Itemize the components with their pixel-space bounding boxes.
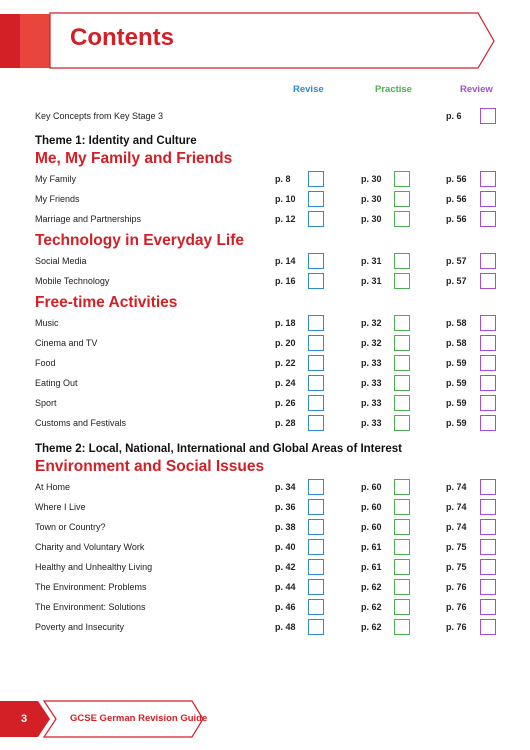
row-label: At Home [35,482,71,492]
practise-checkbox[interactable] [394,619,410,635]
contents-row [0,518,530,538]
contents-row [0,170,530,190]
section-heading: Me, My Family and Friends [35,150,233,167]
revise-checkbox[interactable] [308,499,324,515]
contents-row [0,210,530,230]
revise-checkbox[interactable] [308,415,324,431]
revise-checkbox[interactable] [308,315,324,331]
review-page: p. 76 [446,582,467,592]
row-label: Where I Live [35,502,86,512]
practise-checkbox[interactable] [394,253,410,269]
row-label: Cinema and TV [35,338,98,348]
revise-page: p. 48 [275,622,296,632]
revise-page: p. 44 [275,582,296,592]
revise-page: p. 10 [275,194,296,204]
review-page: p. 59 [446,378,467,388]
page-title: Contents [70,24,174,51]
review-page: p. 56 [446,214,467,224]
revise-checkbox[interactable] [308,579,324,595]
theme-heading-1: Theme 1: Identity and Culture [35,135,197,147]
review-page: p. 59 [446,398,467,408]
review-page: p. 74 [446,502,467,512]
practise-page: p. 33 [361,378,382,388]
revise-checkbox[interactable] [308,211,324,227]
revise-page: p. 28 [275,418,296,428]
revise-checkbox[interactable] [308,599,324,615]
contents-row [0,598,530,618]
theme-heading-2: Theme 2: Local, National, International and Global Areas of Interest [35,443,403,455]
practise-checkbox[interactable] [394,519,410,535]
review-page: p. 75 [446,562,467,572]
row-label: Poverty and Insecurity [35,622,125,632]
contents-row-key-concepts [0,107,530,127]
practise-page: p. 30 [361,174,382,184]
row-label: Marriage and Partnerships [35,214,142,224]
revise-page: p. 12 [275,214,296,224]
row-label: Mobile Technology [35,276,110,286]
contents-row [0,374,530,394]
practise-page: p. 31 [361,276,382,286]
practise-checkbox[interactable] [394,539,410,555]
revise-page: p. 26 [275,398,296,408]
review-checkbox[interactable] [480,519,496,535]
practise-page: p. 33 [361,358,382,368]
contents-row [0,578,530,598]
review-page: p. 74 [446,482,467,492]
practise-checkbox[interactable] [394,355,410,371]
revise-checkbox[interactable] [308,273,324,289]
review-checkbox[interactable] [480,375,496,391]
contents-row [0,394,530,414]
review-checkbox[interactable] [480,395,496,411]
revise-page: p. 14 [275,256,296,266]
revise-checkbox[interactable] [308,375,324,391]
practise-page: p. 62 [361,582,382,592]
revise-checkbox[interactable] [308,253,324,269]
revise-checkbox[interactable] [308,619,324,635]
revise-checkbox[interactable] [308,479,324,495]
revise-page: p. 24 [275,378,296,388]
review-checkbox[interactable] [480,108,496,124]
review-checkbox[interactable] [480,171,496,187]
review-page: p. 76 [446,622,467,632]
practise-page: p. 61 [361,562,382,572]
revise-page: p. 40 [275,542,296,552]
review-checkbox[interactable] [480,211,496,227]
practise-page: p. 32 [361,318,382,328]
practise-checkbox[interactable] [394,579,410,595]
row-label: Eating Out [35,378,78,388]
review-page: p. 74 [446,522,467,532]
practise-checkbox[interactable] [394,375,410,391]
practise-page: p. 60 [361,482,382,492]
practise-page: p. 32 [361,338,382,348]
review-checkbox[interactable] [480,315,496,331]
practise-checkbox[interactable] [394,559,410,575]
review-page: p. 59 [446,358,467,368]
practise-checkbox[interactable] [394,335,410,351]
contents-row [0,498,530,518]
practise-checkbox[interactable] [394,273,410,289]
practise-page: p. 30 [361,194,382,204]
row-label: Key Concepts from Key Stage 3 [35,111,164,121]
row-label: Town or Country? [35,522,106,532]
revise-page: p. 20 [275,338,296,348]
review-page: p. 57 [446,276,467,286]
row-label: Sport [35,398,57,408]
practise-checkbox[interactable] [394,315,410,331]
review-checkbox[interactable] [480,253,496,269]
practise-page: p. 33 [361,418,382,428]
review-page: p. 76 [446,602,467,612]
review-checkbox[interactable] [480,619,496,635]
review-checkbox[interactable] [480,191,496,207]
review-checkbox[interactable] [480,539,496,555]
practise-checkbox[interactable] [394,499,410,515]
revise-page: p. 8 [275,174,291,184]
revise-checkbox[interactable] [308,171,324,187]
contents-row [0,252,530,272]
row-label: Healthy and Unhealthy Living [35,562,153,572]
review-checkbox[interactable] [480,273,496,289]
review-checkbox[interactable] [480,415,496,431]
review-checkbox[interactable] [480,479,496,495]
revise-page: p. 42 [275,562,296,572]
book-title: GCSE German Revision Guide [70,713,208,724]
practise-checkbox[interactable] [394,479,410,495]
review-page: p. 75 [446,542,467,552]
column-header-practise: Practise [375,84,412,95]
practise-page: p. 62 [361,602,382,612]
revise-checkbox[interactable] [308,519,324,535]
review-page: p. 58 [446,318,467,328]
row-label: The Environment: Solutions [35,602,146,612]
practise-checkbox[interactable] [394,395,410,411]
revise-checkbox[interactable] [308,539,324,555]
practise-checkbox[interactable] [394,211,410,227]
revise-page: p. 46 [275,602,296,612]
practise-page: p. 62 [361,622,382,632]
revise-page: p. 36 [275,502,296,512]
contents-row [0,272,530,292]
review-checkbox[interactable] [480,335,496,351]
review-page: p. 57 [446,256,467,266]
practise-page: p. 61 [361,542,382,552]
review-checkbox[interactable] [480,599,496,615]
contents-row [0,478,530,498]
section-heading: Free-time Activities [35,294,178,311]
row-label: The Environment: Problems [35,582,147,592]
row-label: My Family [35,174,76,184]
contents-row [0,414,530,434]
row-label: Food [35,358,56,368]
review-page: p. 56 [446,194,467,204]
revise-page: p. 18 [275,318,296,328]
revise-page: p. 22 [275,358,296,368]
contents-row [0,558,530,578]
row-label: Social Media [35,256,87,266]
section-heading: Environment and Social Issues [35,458,265,475]
revise-checkbox[interactable] [308,395,324,411]
section-heading: Technology in Everyday Life [35,232,245,249]
practise-page: p. 31 [361,256,382,266]
revise-page: p. 16 [275,276,296,286]
column-header-revise: Revise [293,84,324,95]
row-label: Charity and Voluntary Work [35,542,145,552]
review-checkbox[interactable] [480,559,496,575]
revise-page: p. 34 [275,482,296,492]
contents-row [0,538,530,558]
practise-page: p. 60 [361,522,382,532]
practise-checkbox[interactable] [394,191,410,207]
revise-checkbox[interactable] [308,191,324,207]
review-page: p. 6 [446,111,462,121]
practise-page: p. 60 [361,502,382,512]
revise-checkbox[interactable] [308,355,324,371]
revise-checkbox[interactable] [308,335,324,351]
practise-checkbox[interactable] [394,415,410,431]
review-page: p. 59 [446,418,467,428]
contents-row [0,190,530,210]
contents-row [0,314,530,334]
column-header-review: Review [460,84,493,95]
page-number: 3 [21,713,28,725]
review-checkbox[interactable] [480,579,496,595]
practise-checkbox[interactable] [394,599,410,615]
practise-page: p. 33 [361,398,382,408]
practise-page: p. 30 [361,214,382,224]
row-label: Music [35,318,59,328]
practise-checkbox[interactable] [394,171,410,187]
revise-page: p. 38 [275,522,296,532]
row-label: My Friends [35,194,80,204]
review-checkbox[interactable] [480,499,496,515]
revise-checkbox[interactable] [308,559,324,575]
row-label: Customs and Festivals [35,418,127,428]
contents-row [0,618,530,638]
contents-row [0,354,530,374]
review-page: p. 56 [446,174,467,184]
review-page: p. 58 [446,338,467,348]
contents-row [0,334,530,354]
review-checkbox[interactable] [480,355,496,371]
